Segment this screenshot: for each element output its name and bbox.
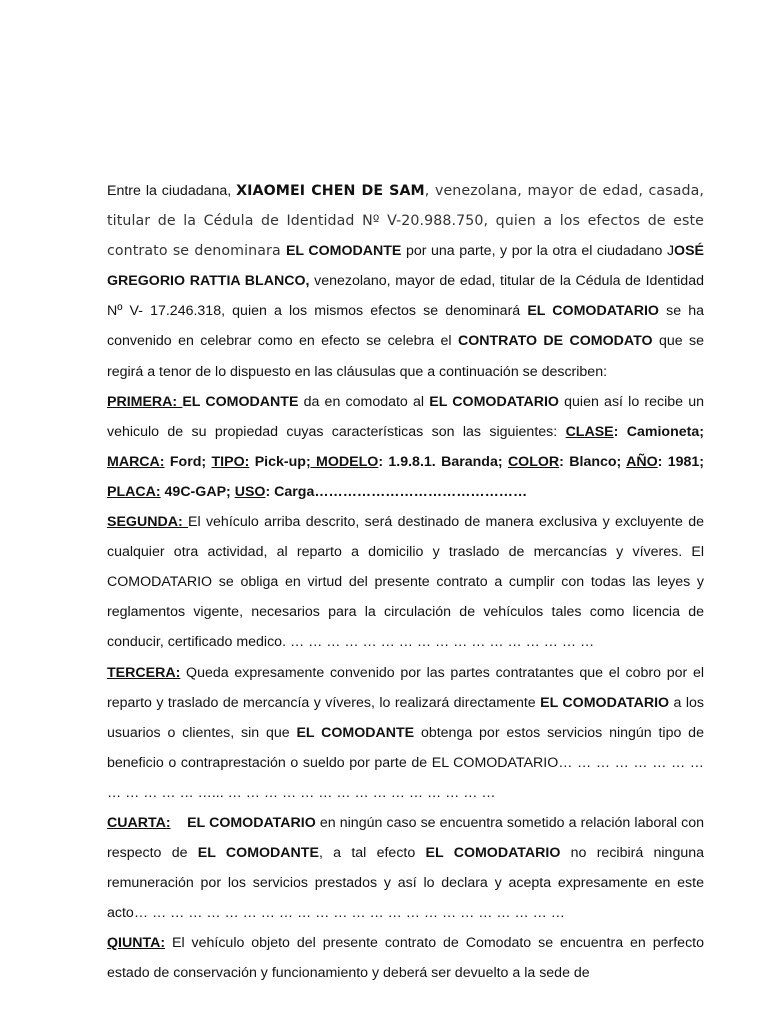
term-comodante: EL COMODANTE <box>182 393 299 410</box>
term-comodatario: EL COMODATARIO <box>187 814 316 831</box>
field-label-ano: AÑO <box>626 453 658 470</box>
clause-primera <box>107 387 704 507</box>
field-label-clase: CLASE <box>565 423 614 440</box>
intro-text: , venezolana, mayor de edad, casada, titular de la Cédula de Identidad Nº V-20.988.750, quien a los efectos de este contrato se denominara <box>107 183 705 260</box>
term-comodante: EL COMODANTE <box>285 243 402 260</box>
clause-text: quien así lo recibe un vehiculo de su propiedad cuyas características son las siguientes: <box>107 393 704 440</box>
clause-text: Queda expresamente convenido por las partes contratantes que el cobro por el reparto y traslado de mercancía y víveres, lo realizará directamente <box>107 664 704 711</box>
clause-quinta <box>107 928 704 988</box>
clause-text: en ningún caso se encuentra sometido a relación laboral con respecto de <box>107 814 705 862</box>
clause-heading: CUARTA: <box>107 814 171 831</box>
contract-body <box>107 176 704 989</box>
clause-heading: TERCERA: <box>107 664 181 681</box>
party-name-comodante: XIAOMEI CHEN DE SAM <box>236 183 425 199</box>
clause-cuarta <box>107 808 704 928</box>
field-label-placa: PLACA: <box>107 483 161 500</box>
intro-text: por una parte, y por la otra el ciudadano J <box>401 243 675 260</box>
clause-text: El vehículo arriba descrito, será destinado de manera exclusiva y excluyente de cualquier otra actividad, al reparto a domicilio y traslado de mercancías y víveres. El COMODATARIO se obliga en virtud del presente contrato a cumplir con todas las leyes y reglamentos vigente, necesarios para la circulación de vehículos tales como licencia de conducir, certificado medico. … … … … … … … … … … … … … … … … … <box>107 514 704 651</box>
party-name-comodatario: OSÉ GREGORIO RATTIA BLANCO, <box>107 243 705 290</box>
field-value-clase: : Camioneta; <box>613 423 704 440</box>
intro-text: se ha convenido en celebrar como en efecto se celebra el <box>107 303 704 350</box>
term-comodatario: EL COMODATARIO <box>527 303 659 320</box>
term-comodatario: EL COMODATARIO <box>540 694 670 711</box>
field-value-tipo: Pick-up <box>249 453 306 470</box>
field-label-marca: MARCA: <box>107 453 165 470</box>
clause-text: da en comodato al <box>298 393 430 410</box>
field-value-modelo: : 1.9.8.1. Baranda; <box>378 453 508 470</box>
field-value-placa: 49C-GAP; <box>160 483 235 500</box>
field-label-modelo: ; MODELO <box>305 453 379 470</box>
field-value-marca: Ford; <box>164 453 212 470</box>
term-comodante: EL COMODANTE <box>296 724 415 741</box>
clause-text: , a tal efecto <box>318 845 426 862</box>
clause-tercera <box>107 658 704 808</box>
field-label-tipo: TIPO: <box>211 453 250 470</box>
field-value-color: : Blanco; <box>559 453 627 470</box>
clause-heading: QIUNTA: <box>107 935 166 952</box>
clause-text: no recibirá ninguna remuneración por los servicios prestados y así lo declara y acepta expresamente en este acto… … … … … … … … … … … … … … … … … … … … … … … … <box>107 845 705 922</box>
field-value-ano: : 1981; <box>657 453 705 470</box>
clause-segunda <box>107 507 704 657</box>
term-comodatario: EL COMODATARIO <box>429 393 559 410</box>
clause-text: El vehículo objeto del presente contrato de Comodato se encuentra en perfecto estado de conservación y funcionamiento y deberá ser devuelto a la sede de <box>107 935 704 982</box>
field-label-color: COLOR <box>507 453 560 470</box>
intro-text: Entre la ciudadana, <box>107 183 237 199</box>
term-contrato: CONTRATO DE COMODATO <box>457 333 653 350</box>
field-label-uso: USO <box>234 483 266 500</box>
field-value-uso: : Carga……………………………………… <box>265 483 528 500</box>
intro-paragraph <box>107 176 704 387</box>
clause-heading: SEGUNDA: <box>107 514 188 531</box>
intro-text: que se regirá a tenor de lo dispuesto en las cláusulas que a continuación se describen: <box>107 333 704 380</box>
clause-heading: PRIMERA: <box>107 393 183 410</box>
clause-text: obtenga por estos servicios ningún tipo de beneficio o contraprestación o sueldo por parte de EL COMODATARIO… … … … … … … … … … … … … …... … … … … … … … … … … … … … … … <box>107 724 704 801</box>
intro-text: venezolano, mayor de edad, titular de la Cédula de Identidad Nº V- 17.246.318, quien a los mismos efectos se denominará <box>107 273 704 320</box>
clause-text: a los usuarios o clientes, sin que <box>107 694 704 741</box>
term-comodatario: EL COMODATARIO <box>425 845 561 862</box>
term-comodante: EL COMODANTE <box>197 845 319 862</box>
